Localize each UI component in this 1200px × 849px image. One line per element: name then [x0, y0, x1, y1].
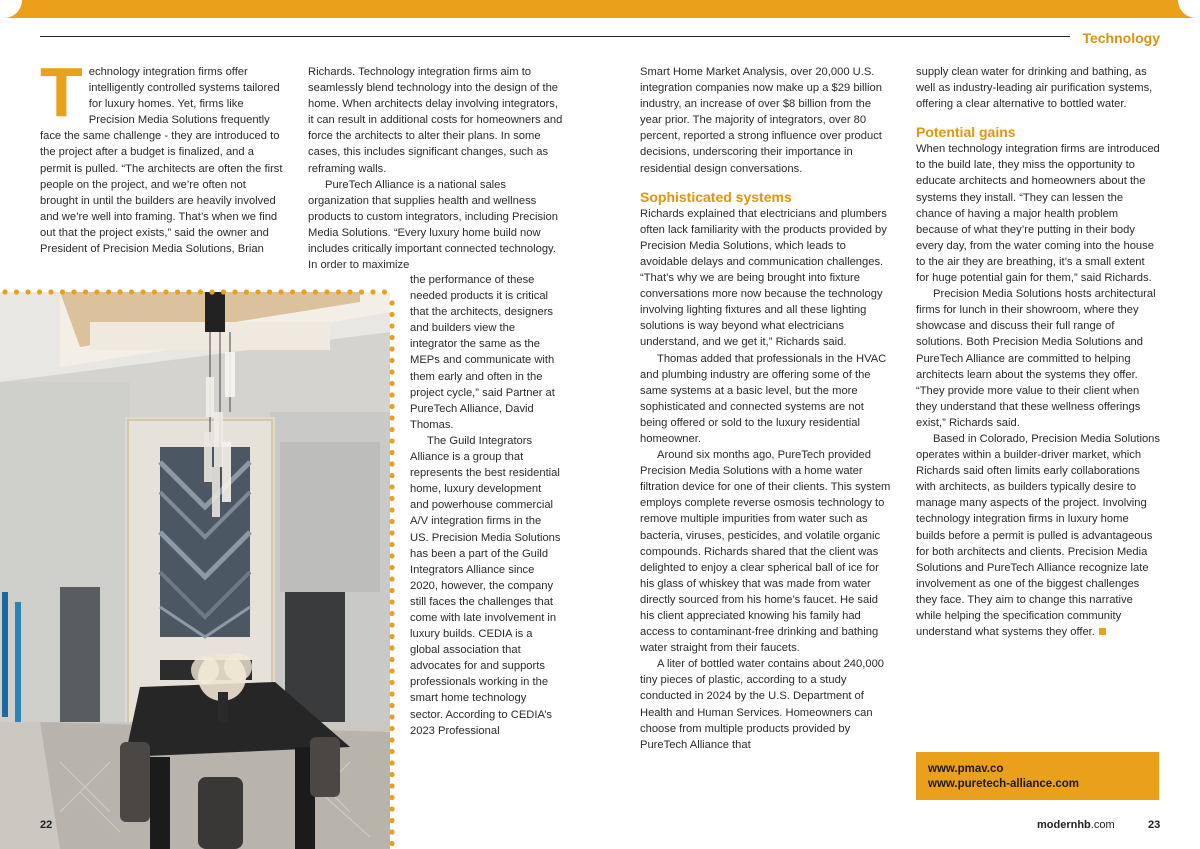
- border-dot: [389, 507, 394, 512]
- border-dot: [389, 553, 394, 558]
- border-dot: [389, 829, 394, 834]
- border-dot: [389, 438, 394, 443]
- border-dot: [389, 588, 394, 593]
- page-number-right: 23: [1148, 819, 1161, 831]
- border-dot: [389, 772, 394, 777]
- border-dot: [389, 611, 394, 616]
- paragraph: Richards explained that electricians and plumbers often lack familiarity with the products provided by Precision Media Solutions, which leads to avoidable delays and communication challenges. “That’s why we are being brought into fixture conversations more now because the technology involving lighting fixtures and all these lighting solutions is way beyond what electricians understand, and we get it,” Richards said.: [640, 207, 887, 349]
- links-box: [916, 752, 1159, 800]
- paragraph: supply clean water for drinking and bathing, as well as industry-leading air purification systems, offering a clear alternative to bottled water.: [916, 66, 1153, 111]
- interior-photo: [0, 292, 390, 849]
- border-dot: [389, 312, 394, 317]
- header-rule: [40, 36, 1070, 37]
- border-dot: [389, 714, 394, 719]
- border-dot: [389, 599, 394, 604]
- paragraph: Based in Colorado, Precision Media Solutions operates within a builder-driver market, which Richards said often limits early collaborations with architects, as builders typically desire to manage many aspects of the project. Involving technology integration firms in luxury home builds before a permit is pulled is advantageous for both architects and clients. Precision Media Solutions and PureTech Alliance recognize late involvement as one of the biggest challenges they face. They aim to change this narrative while helping the specification community understand what systems they offer.: [916, 432, 1160, 639]
- border-dot: [389, 576, 394, 581]
- top-accent-bar: [0, 0, 1200, 18]
- border-dot: [389, 680, 394, 685]
- border-dot: [389, 634, 394, 639]
- border-dot: [389, 427, 394, 432]
- paragraph: When technology integration firms are introduced to the build late, they miss the opportunity to educate architects and homeowners about the systems they install. “They can lessen the chance of having a major health problem because of what they’re putting in their body every day, from the water coming into the house to the air they are breathing, it’s a small extent for huge potential gain for them,” said Richards.: [916, 143, 1160, 285]
- paragraph: Thomas added that professionals in the HVAC and plumbing industry are offering some of the same systems at a basic level, but the more sophisticated and connected systems are not being offered or sold to the luxury residential homeowner.: [640, 352, 887, 445]
- paragraph: echnology integration firms offer intelligently controlled systems tailored for luxury homes. Yet, firms like Precision Media Solutions frequently face the same challenge - they are introduced to the project after a budget is finalized, and a permit is pulled. “The architects are often the first people on the project, and we’re often not brought in until the builders are heavily involved and we’re well into framing. That’s when we find out that the project exists,” said the owner and President of Precision Media Solutions, Brian: [40, 66, 283, 256]
- website-link[interactable]: www.pmav.co: [928, 763, 1004, 775]
- border-dot: [389, 645, 394, 650]
- border-dot: [389, 657, 394, 662]
- border-dot: [389, 691, 394, 696]
- border-dot: [389, 473, 394, 478]
- border-dot: [389, 381, 394, 386]
- article-column-4: [916, 64, 1160, 640]
- border-dot: [389, 369, 394, 374]
- border-dot: [389, 841, 394, 846]
- border-dot: [389, 703, 394, 708]
- site-footer: modernhb.com: [1037, 819, 1115, 831]
- border-dot: [389, 519, 394, 524]
- border-dot: [389, 818, 394, 823]
- drop-cap: T: [40, 53, 83, 131]
- border-dot: [389, 392, 394, 397]
- end-mark-icon: [1099, 628, 1106, 635]
- article-column-2-wrap: [410, 272, 562, 739]
- border-dot: [389, 450, 394, 455]
- border-dot: [389, 806, 394, 811]
- border-dot: [389, 668, 394, 673]
- border-dot: [389, 496, 394, 501]
- paragraph: Smart Home Market Analysis, over 20,000 U.S. integration companies now make up a $29 billion industry, an increase of over $8 billion from the year prior. The majority of integrators, over 80 percent, reported a strong influence over product decisions, underscoring their importance in residential design conversations.: [640, 66, 882, 175]
- paragraph: Precision Media Solutions hosts architectural firms for lunch in their showroom, where they showcase and discuss their full range of solutions. Both Precision Media Solutions and PureTech Alliance are committed to helping architects learn about the systems they offer. “They provide more value to their client when they understand that these wellness offerings exist,” Richards said.: [916, 288, 1156, 429]
- subheading: Potential gains: [916, 124, 1016, 141]
- subheading: Sophisticated systems: [640, 188, 792, 205]
- border-dot: [389, 749, 394, 754]
- paragraph: The Guild Integrators Alliance is a group that represents the best residential home, luxury development and powerhouse commercial A/V integration firms in the US. Precision Media Solutions has been a part of the Guild Integrators Alliance since 2020, however, the company still faces the challenges that come with late involvement in luxury builds. CEDIA is a global association that advocates for and supports professionals working in the smart home technology sector. According to CEDIA’s 2023 Professional: [410, 434, 561, 737]
- border-dot: [389, 726, 394, 731]
- paragraph: A liter of bottled water contains about 240,000 tiny pieces of plastic, according to a study conducted in 2024 by the U.S. Department of Health and Human Services. Homeowners can choose from multiple products provided by PureTech Alliance that: [640, 658, 885, 751]
- border-dot: [389, 530, 394, 535]
- border-dot: [389, 737, 394, 742]
- border-dot: [389, 300, 394, 305]
- article-column-3: [640, 64, 892, 753]
- section-tag: Technology: [1082, 30, 1160, 46]
- border-dot: [389, 783, 394, 788]
- border-dot: [389, 461, 394, 466]
- border-dot: [389, 358, 394, 363]
- border-dot: [389, 760, 394, 765]
- border-dot: [389, 795, 394, 800]
- paragraph: the performance of these needed products it is critical that the architects, designers and builders view the integrator the same as the MEPs and communicate with them early and often in the project cycle,” said Partner at PureTech Alliance, David Thomas.: [410, 274, 555, 431]
- border-dot: [389, 542, 394, 547]
- border-dot: [389, 323, 394, 328]
- border-dot: [389, 415, 394, 420]
- border-dot: [389, 622, 394, 627]
- paragraph: Around six months ago, PureTech provided Precision Media Solutions with a home water filtration device for one of their clients. This system employs complete reverse osmosis technology to remove multiple impurities from water such as bacteria, viruses, pesticides, and volatile organic compounds. Richards shared that the client was delighted to enjoy a clear spherical ball of ice for his glass of whiskey that was made from water directly sourced from his home’s faucet. He said his client appreciated knowing his family had access to contaminant-free drinking and bathing water straight from their faucets.: [640, 449, 891, 655]
- paragraph: PureTech Alliance is a national sales organization that supplies health and wellness products to custom integrators, including Precision Media Solutions. “Every luxury home build now includes critically important connected technology. In order to maximize: [308, 178, 558, 272]
- paragraph: Richards. Technology integration firms aim to seamlessly blend technology into the design of the home. When architects delay involving integrators, it can result in additional costs for homeowners and force the architects to alter their plans. In some cases, this includes significant changes, such as reframing walls.: [308, 66, 563, 175]
- border-dot: [389, 484, 394, 489]
- border-dot: [389, 404, 394, 409]
- border-dot: [389, 335, 394, 340]
- article-column-1: [40, 53, 286, 257]
- website-link[interactable]: www.puretech-alliance.com: [928, 778, 1080, 790]
- border-dot: [389, 565, 394, 570]
- article-column-2: [308, 64, 564, 273]
- border-dot: [389, 346, 394, 351]
- page-number-left: 22: [40, 819, 53, 831]
